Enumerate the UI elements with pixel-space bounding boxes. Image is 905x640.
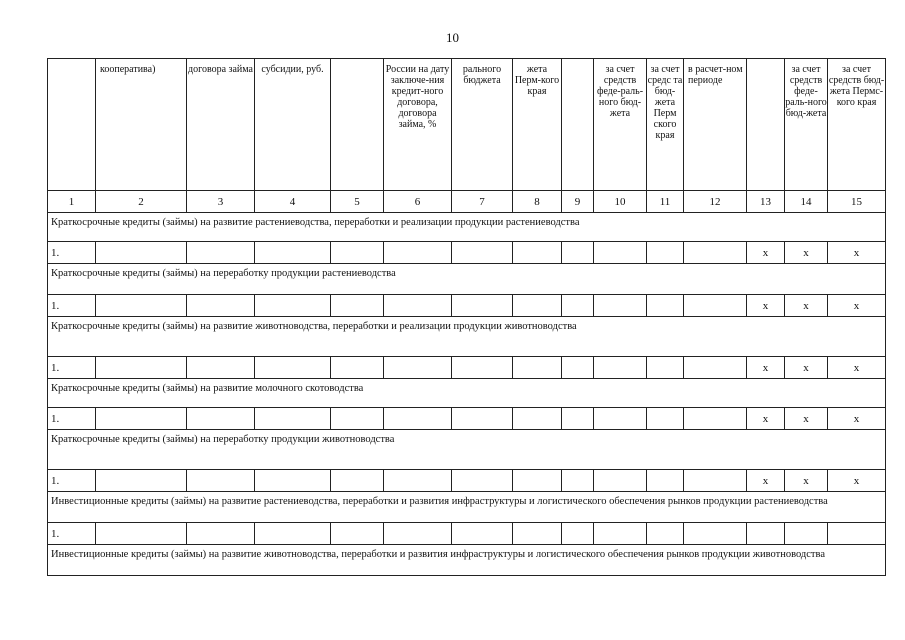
header-cell [747,59,785,191]
column-number: 14 [785,191,828,213]
table-row [48,242,886,264]
column-number: 12 [684,191,747,213]
x-mark: x [828,242,886,264]
section-title: Краткосрочные кредиты (займы) на переработку продукции растениеводства [48,264,886,295]
header-cell: за счет средств бюд-жета Пермс-кого края [828,59,886,191]
table-row [48,523,886,545]
row-number: 1. [48,408,96,430]
header-cell: договора займа [187,59,255,191]
header-cell: рального бюджета [452,59,513,191]
column-number: 11 [647,191,684,213]
section-title: Краткосрочные кредиты (займы) на развитие растениеводства, переработки и реализации продукции растениеводства [48,213,886,242]
x-mark [785,523,828,545]
header-cell: в расчет-ном периоде [684,59,747,191]
header-cell: России на дату заключе-ния кредит-ного договора, договора займа, % [384,59,452,191]
table-row [48,357,886,379]
x-mark: x [747,470,785,492]
column-number: 15 [828,191,886,213]
row-number: 1. [48,523,96,545]
column-number: 9 [562,191,594,213]
header-row [48,59,886,191]
row-number: 1. [48,357,96,379]
x-mark: x [828,470,886,492]
header-cell: за счет средств феде-раль-ного бюд-жета [785,59,828,191]
column-number: 1 [48,191,96,213]
table-row [48,295,886,317]
header-cell [48,59,96,191]
x-mark: x [828,408,886,430]
section-title: Инвестиционные кредиты (займы) на развитие животноводства, переработки и развития инфраструктуры и логистического обеспечения рынков продукции животноводства [48,545,886,576]
x-mark: x [747,408,785,430]
table-row [48,470,886,492]
table-row [48,408,886,430]
column-number-row [48,191,886,213]
column-number: 6 [384,191,452,213]
header-cell: кооператива) [96,59,187,191]
row-number: 1. [48,242,96,264]
x-mark [747,523,785,545]
header-cell: за счет средс та бюд-жета Перм ского края [647,59,684,191]
x-mark: x [785,470,828,492]
x-mark: x [785,242,828,264]
x-mark: x [828,295,886,317]
column-number: 5 [331,191,384,213]
x-mark: x [747,295,785,317]
column-number: 13 [747,191,785,213]
column-number: 7 [452,191,513,213]
section-title: Инвестиционные кредиты (займы) на развитие растениеводства, переработки и развития инфраструктуры и логистического обеспечения рынков продукции растениеводства [48,492,886,523]
header-cell: субсидии, руб. [255,59,331,191]
row-number: 1. [48,470,96,492]
section-title: Краткосрочные кредиты (займы) на развитие молочного скотоводства [48,379,886,408]
section-title: Краткосрочные кредиты (займы) на развитие животноводства, переработки и реализации продукции животноводства [48,317,886,357]
column-number: 3 [187,191,255,213]
page-number: 10 [446,30,459,45]
x-mark: x [747,357,785,379]
column-number: 8 [513,191,562,213]
x-mark: x [785,408,828,430]
header-cell: жета Перм-кого края [513,59,562,191]
column-number: 10 [594,191,647,213]
header-cell [562,59,594,191]
x-mark: x [785,295,828,317]
row-number: 1. [48,295,96,317]
header-cell: за счет средств феде-раль-ного бюд-жета [594,59,647,191]
x-mark [828,523,886,545]
x-mark: x [747,242,785,264]
x-mark: x [785,357,828,379]
section-title: Краткосрочные кредиты (займы) на переработку продукции животноводства [48,430,886,470]
header-cell [331,59,384,191]
x-mark: x [828,357,886,379]
column-number: 2 [96,191,187,213]
column-number: 4 [255,191,331,213]
subsidy-table [47,58,886,576]
